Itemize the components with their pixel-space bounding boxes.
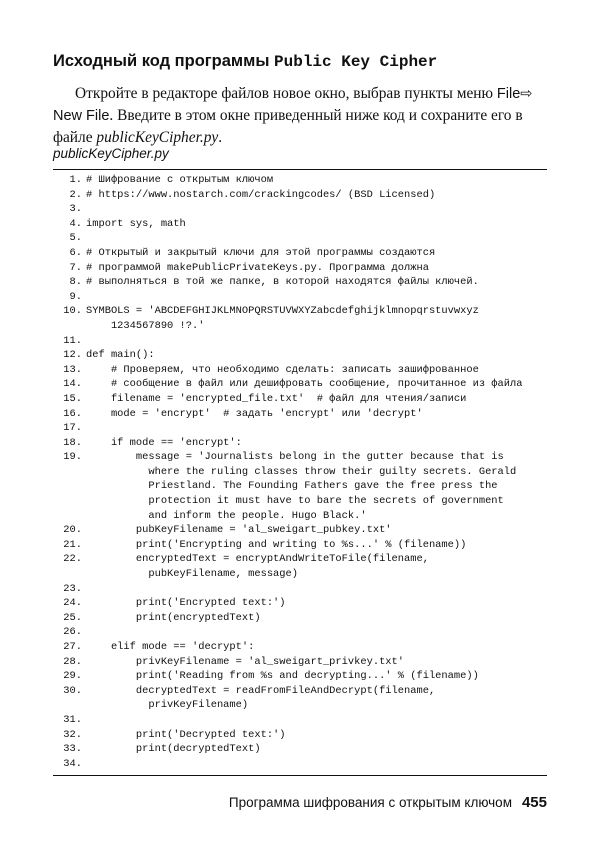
code-line [56, 567, 556, 582]
code-line-text [82, 757, 86, 772]
code-line [56, 552, 556, 567]
intro-paragraph [53, 83, 553, 148]
code-line-text: 1234567890 !?.' [86, 319, 205, 332]
code-line-text: decryptedText = readFromFileAndDecrypt(filename, [86, 684, 436, 697]
code-line [56, 377, 556, 392]
code-line-number [56, 319, 82, 334]
code-line-text: if mode == 'encrypt': [86, 436, 242, 449]
code-line [56, 261, 556, 276]
code-line-number: 30. [63, 684, 82, 697]
code-line-text: def main(): [86, 349, 155, 362]
code-line-number: 21. [63, 538, 82, 551]
code-line-text: # Шифрование с открытым ключом [86, 174, 274, 186]
code-line-text [82, 290, 86, 305]
code-line-number: 29. [63, 670, 82, 683]
code-line-text: print('Decrypted text:') [86, 728, 286, 741]
code-line-text: SYMBOLS = 'ABCDEFGHIJKLMNOPQRSTUVWXYZabcdefghijklmnopqrstuvwxyz [86, 305, 479, 318]
code-line [56, 363, 556, 378]
code-line [56, 231, 556, 246]
code-line-text [82, 625, 86, 640]
code-line-text [82, 231, 86, 246]
code-line-number: 25. [63, 611, 82, 624]
code-line [56, 392, 556, 407]
code-line [56, 421, 556, 436]
code-line [56, 348, 556, 363]
code-line [56, 669, 556, 684]
code-line [56, 698, 556, 713]
code-line-text: pubKeyFilename, message) [86, 568, 299, 581]
code-line [56, 611, 556, 626]
code-line [56, 304, 556, 319]
code-line-number: 1. [69, 174, 82, 186]
code-line [56, 684, 556, 699]
section-heading [53, 52, 573, 71]
page-number: 455 [521, 794, 547, 811]
code-line-number: 15. [63, 392, 82, 405]
code-line-number: 11. [63, 334, 82, 347]
code-line-text: import sys, math [86, 217, 186, 230]
code-line-number [56, 465, 82, 480]
code-line [56, 173, 556, 188]
code-line-number: 33. [63, 743, 82, 756]
code-line [56, 655, 556, 670]
code-line-number: 20. [63, 524, 82, 537]
code-line-number: 17. [63, 422, 82, 435]
intro-text-end: . [218, 129, 223, 146]
code-line [56, 640, 556, 655]
code-line [56, 596, 556, 611]
code-top-rule [53, 169, 547, 170]
code-line-number [56, 494, 82, 509]
code-line [56, 450, 556, 465]
code-line-text: # Проверяем, что необходимо сделать: записать зашифрованное [86, 363, 479, 376]
code-line-number: 6. [69, 246, 82, 259]
code-line-text: print('Reading from %s and decrypting...' % (filename)) [86, 670, 479, 683]
code-line-number: 2. [69, 188, 82, 201]
code-line-text: print('Encrypting and writing to %s...' % (filename)) [86, 538, 467, 551]
code-line [56, 465, 556, 480]
code-line-text: # сообщение в файл или дешифровать сообщение, прочитанное из файла [86, 378, 523, 391]
code-line [56, 202, 556, 217]
code-line [56, 713, 556, 728]
code-line-text [82, 202, 86, 217]
code-line-number [56, 698, 82, 713]
code-line-number: 9. [69, 290, 82, 303]
code-line-text [82, 421, 86, 436]
code-line-number: 27. [63, 641, 82, 653]
code-line-number: 34. [63, 757, 82, 770]
code-line-text: message = 'Journalists belong in the gutter because that is [86, 451, 504, 464]
code-line-number: 32. [63, 728, 82, 741]
code-line-number [56, 509, 82, 524]
code-line-number: 18. [63, 436, 82, 449]
code-line-number: 26. [63, 626, 82, 639]
code-line [56, 494, 556, 509]
code-line [56, 479, 556, 494]
intro-text-2: . Введите в этом окне приведенный ниже код и сохраните его в файле [53, 107, 523, 146]
code-line-text: pubKeyFilename = 'al_sweigart_pubkey.txt' [86, 524, 392, 537]
code-line-text: encryptedText = encryptAndWriteToFile(filename, [86, 553, 429, 566]
code-line-number: 31. [63, 713, 82, 726]
code-line-text: mode = 'encrypt' # задать 'encrypt' или 'decrypt' [86, 407, 423, 420]
code-line-number [56, 567, 82, 582]
page-footer [229, 794, 547, 811]
code-line [56, 538, 556, 553]
code-line-number: 12. [63, 349, 82, 362]
intro-text-1: Откройте в редакторе файлов новое окно, выбрав пункты меню [75, 85, 497, 102]
code-line-text [82, 334, 86, 349]
code-line-number: 14. [63, 378, 82, 391]
code-line-text: privKeyFilename) [86, 699, 249, 712]
code-line-text [82, 582, 86, 597]
menu-file: File⇨ [496, 86, 533, 102]
code-line-number: 22. [63, 553, 82, 566]
code-line-text: print('Encrypted text:') [86, 597, 286, 610]
code-line-text: # выполняться в той же папке, в которой находятся файлы ключей. [86, 276, 479, 289]
code-line [56, 275, 556, 290]
code-line [56, 217, 556, 232]
code-line-number: 10. [63, 305, 82, 318]
code-line-text: print(decryptedText) [86, 743, 261, 756]
code-line [56, 625, 556, 640]
code-line-number: 23. [63, 582, 82, 595]
code-line-number: 4. [69, 217, 82, 230]
code-line [56, 188, 556, 203]
code-line-number: 3. [69, 203, 82, 216]
code-listing [56, 173, 556, 771]
code-line-text: # https://www.nostarch.com/crackingcodes/ (BSD Licensed) [86, 188, 436, 201]
code-line-text: elif mode == 'decrypt': [86, 641, 255, 653]
intro-file-name: publicKeyCipher.py [96, 129, 219, 146]
code-line [56, 334, 556, 349]
code-line-number [56, 479, 82, 494]
code-line [56, 246, 556, 261]
code-line-number: 7. [69, 261, 82, 274]
code-filename: publicKeyCipher.py [53, 146, 169, 161]
code-line [56, 290, 556, 305]
code-bottom-rule [53, 775, 547, 776]
code-line-text: protection it must have to bare the secrets of government [86, 495, 504, 508]
code-line [56, 523, 556, 538]
code-line [56, 757, 556, 772]
code-line [56, 509, 556, 524]
code-line-text: # Открытый и закрытый ключи для этой программы создаются [86, 246, 436, 259]
code-line-text: privKeyFilename = 'al_sweigart_privkey.txt' [86, 655, 405, 668]
code-line-number: 19. [63, 451, 82, 464]
code-line-text: filename = 'encrypted_file.txt' # файл для чтения/записи [86, 392, 467, 405]
code-line [56, 582, 556, 597]
code-line [56, 319, 556, 334]
code-line-number: 28. [63, 655, 82, 668]
code-line-number: 24. [63, 597, 82, 610]
code-line-text [82, 713, 86, 728]
section-heading-text: Исходный код программы [53, 52, 270, 70]
code-line-number: 13. [63, 363, 82, 376]
code-line-text: Priestland. The Founding Fathers gave the free press the [86, 480, 498, 493]
code-line-text: where the ruling classes throw their guilty secrets. Gerald [86, 465, 517, 478]
code-line [56, 407, 556, 422]
code-line [56, 728, 556, 743]
code-line-number: 5. [69, 232, 82, 245]
code-line [56, 436, 556, 451]
code-line-number: 8. [69, 276, 82, 289]
footer-title: Программа шифрования с открытым ключом [228, 795, 512, 810]
code-line [56, 742, 556, 757]
code-line-text: # программой makePublicPrivateKeys.py. Программа должна [86, 261, 429, 274]
code-line-number: 16. [63, 407, 82, 420]
menu-new-file: New File [53, 108, 110, 124]
program-name: Public Key Cipher [274, 53, 438, 71]
code-line-text: and inform the people. Hugo Black.' [86, 509, 367, 522]
code-line-text: print(encryptedText) [86, 611, 261, 624]
